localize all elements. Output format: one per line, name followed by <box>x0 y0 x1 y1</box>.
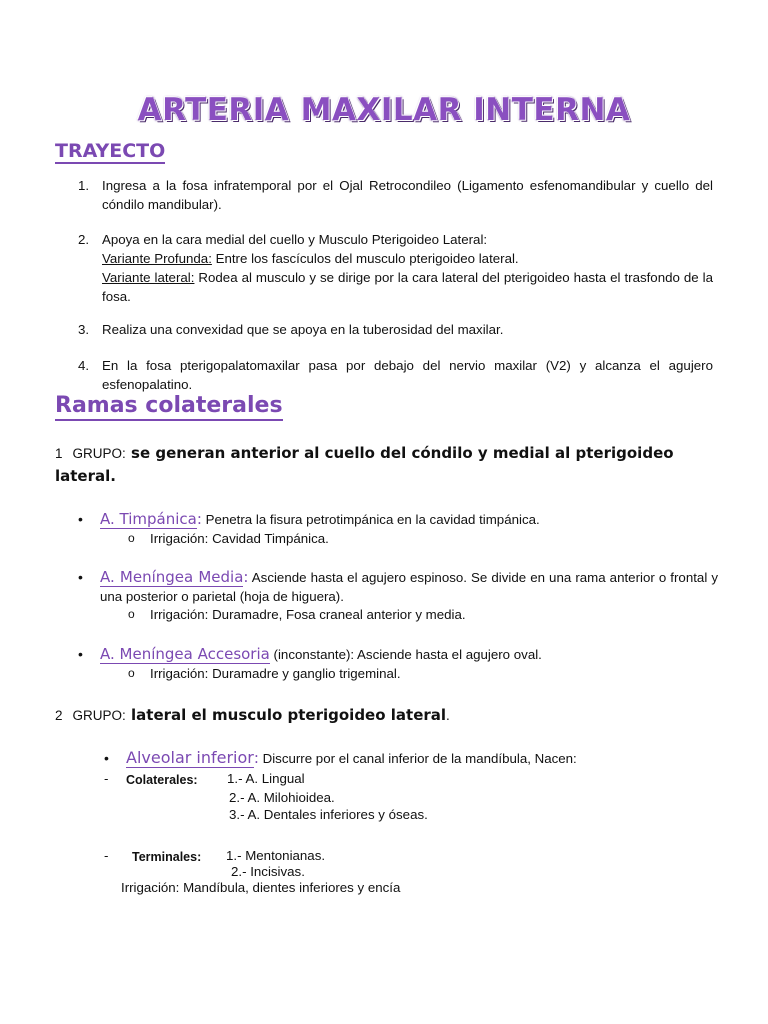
colaterales-dash: - <box>104 771 109 786</box>
colaterales-item-1: 1.- A. Lingual <box>227 771 305 786</box>
terminales-item-1: 1.- Mentonianas. <box>226 848 326 863</box>
colaterales-item-3: 3.- A. Dentales inferiores y óseas. <box>229 807 428 822</box>
sub-text: Irrigación: Duramadre, Fosa craneal anterior y media. <box>150 607 466 622</box>
sub-item <box>128 605 688 624</box>
item-text-block <box>102 230 713 306</box>
trayecto-heading: TRAYECTO <box>55 140 166 162</box>
bullet-text: Penetra la fisura petrotimpánica en la cavidad timpánica. <box>201 512 540 527</box>
colaterales-label: Colaterales: <box>126 773 198 787</box>
trayecto-item-3 <box>78 320 713 339</box>
bullet-sep: : <box>243 568 249 586</box>
bullet-text: Discurre por el canal inferior de la mandíbula, Nacen: <box>258 751 577 766</box>
item-number: 4. <box>78 358 90 373</box>
bullet-name: A. Meníngea Media <box>100 568 244 586</box>
item-text: En la fosa pterigopalatomaxilar pasa por debajo del nervio maxilar (V2) y alcanza el agujero esfenopalatino. <box>102 358 713 392</box>
group-label: GRUPO: <box>72 708 126 723</box>
bullet-text: (inconstante): Asciende hasta el agujero oval. <box>269 647 542 662</box>
sub-text: Irrigación: Cavidad Timpánica. <box>150 531 329 546</box>
group-2-heading <box>55 704 695 727</box>
bullet-name: A. Timpánica <box>100 510 197 528</box>
ramas-heading: Ramas colaterales <box>55 393 283 421</box>
item-number: 2. <box>78 232 90 247</box>
bullet-icon: • <box>104 750 109 766</box>
bullet-icon: • <box>78 569 83 585</box>
group-number: 1 <box>55 446 63 461</box>
variante-profunda <box>102 249 713 268</box>
variante-lateral-text: Rodea al musculo y se dirige por la cara lateral del pterigoideo hasta el trasfondo de la fosa. <box>102 270 713 304</box>
irrigacion-alveolar: Irrigación: Mandíbula, dientes inferiores y encía <box>121 880 401 895</box>
variante-lateral-label: Variante lateral: <box>102 270 195 285</box>
group-text: lateral el musculo pterigoideo lateral <box>131 706 447 724</box>
group-label: GRUPO: <box>72 446 126 461</box>
page-title: ARTERIA MAXILAR INTERNA <box>137 92 631 128</box>
circle-bullet-icon: o <box>128 531 135 545</box>
item-number: 1. <box>78 178 90 193</box>
trayecto-item-4 <box>78 356 713 394</box>
sub-item <box>128 529 688 548</box>
sub-text: Irrigación: Duramadre y ganglio trigeminal. <box>150 666 401 681</box>
terminales-label: Terminales: <box>132 850 202 864</box>
bullet-meningea-media <box>78 568 718 606</box>
bullet-sep: : <box>196 510 202 528</box>
variante-profunda-text: Entre los fascículos del musculo pterigoideo lateral. <box>211 251 519 266</box>
variante-profunda-label: Variante Profunda: <box>102 251 212 266</box>
item-text: Apoya en la cara medial del cuello y Musculo Pterigoideo Lateral: <box>102 232 488 247</box>
trayecto-item-1 <box>78 176 713 214</box>
colaterales-item-2: 2.- A. Milohioidea. <box>229 790 335 805</box>
sub-item <box>128 664 688 683</box>
terminales-dash: - <box>104 848 109 863</box>
bullet-name: A. Meníngea Accesoria <box>100 645 270 663</box>
circle-bullet-icon: o <box>128 607 135 621</box>
group-text: se generan anterior al cuello del cóndilo y medial al pterigoideo lateral. <box>55 444 674 485</box>
bullet-name: Alveolar inferior <box>126 748 254 767</box>
bullet-icon: • <box>78 511 83 527</box>
item-text: Realiza una convexidad que se apoya en la tuberosidad del maxilar. <box>102 322 504 337</box>
trayecto-item-2 <box>78 230 713 306</box>
group-end: . <box>446 708 450 723</box>
bullet-icon: • <box>78 646 83 662</box>
group-1-heading <box>55 442 695 487</box>
group-number: 2 <box>55 708 63 723</box>
terminales-item-2: 2.- Incisivas. <box>231 864 305 879</box>
item-text: Ingresa a la fosa infratemporal por el Ojal Retrocondileo (Ligamento esfenomandibular y cuello del cóndilo mandibular). <box>102 178 713 212</box>
item-number: 3. <box>78 322 90 337</box>
bullet-sep: : <box>253 749 259 767</box>
circle-bullet-icon: o <box>128 666 135 680</box>
bullet-meningea-accesoria <box>78 645 718 664</box>
bullet-timpanica <box>78 510 718 529</box>
bullet-text: Asciende hasta el agujero espinoso. Se divide en una rama anterior o frontal y una posterior o parietal (hoja de higuera). <box>100 570 718 604</box>
variante-lateral <box>102 268 713 306</box>
bullet-alveolar-inferior <box>104 749 704 768</box>
